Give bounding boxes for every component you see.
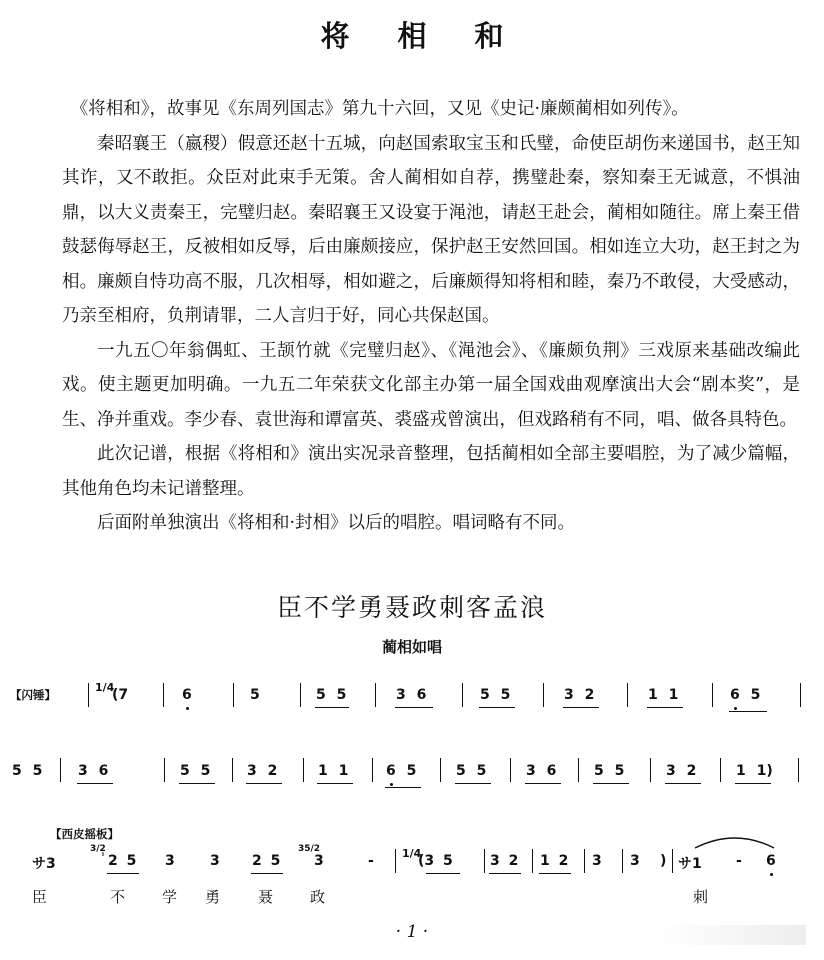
note: 3: [210, 853, 220, 869]
note: ): [660, 853, 667, 869]
note: 3 2: [490, 853, 519, 869]
watermark: [656, 925, 806, 945]
note: (3 5: [418, 853, 453, 869]
intro-paragraph: 秦昭襄王（嬴稷）假意还赵十五城，向赵国索取宝玉和氏璧，命使臣胡伤来递国书，赵王知其诈，又不敢拒。众臣对此束手无策。舍人蔺相如自荐，携璧赴秦，察知秦王无诚意，不惧油鼎，以大义责秦王，完璧归赵。秦昭襄王又设宴于渑池，请赵王赴会，蔺相如随往。席上秦王借鼓瑟侮辱赵王，反被相如反辱，后由廉颇接应，保护赵王安然回国。相如连立大功，赵王封之为相。廉颇自恃功高不服，几次相辱，相如避之，后廉颇得知将相和睦，秦乃不敢侵，大受感动，乃亲至相府，负荆请罪，二人言归于好，同心共保赵国。: [62, 133, 800, 326]
grace-note: 3/2: [90, 844, 106, 854]
lyric: 政: [310, 888, 326, 906]
lyric: 勇: [205, 888, 221, 906]
note: 5 5: [594, 763, 625, 779]
singer-label: 蔺相如唱: [381, 638, 442, 656]
note: 5 5: [456, 763, 487, 779]
note: 6: [766, 853, 776, 869]
intro-paragraph: 后面附单独演出《将相和·封相》以后的唱腔。唱词略有不同。: [97, 513, 576, 533]
note: 5 5: [12, 763, 43, 779]
time-signature: 1/4: [95, 681, 115, 694]
note: 1 1: [318, 763, 349, 779]
note: 5: [250, 687, 260, 703]
note: 2 5: [108, 853, 137, 869]
lyric: 学: [162, 888, 178, 906]
note: 6 5: [386, 763, 417, 779]
lyric: 臣: [32, 888, 48, 906]
lyric: 刺: [693, 888, 709, 906]
note: (7: [112, 687, 129, 703]
song-title: 臣不学勇聂政刺客孟浪: [276, 593, 547, 622]
note: 3: [630, 853, 640, 869]
note: 5 5: [180, 763, 211, 779]
page-title: 将相和: [320, 19, 552, 53]
note: 3 6: [78, 763, 109, 779]
note: 1 2: [540, 853, 569, 869]
tempo-tag: 【西皮摇板】: [50, 827, 119, 841]
note: 3 2: [666, 763, 697, 779]
slur: [695, 838, 774, 848]
note: 6 5: [730, 687, 761, 703]
note: サ3: [32, 856, 56, 872]
page-number: · 1 ·: [395, 922, 429, 942]
note: 6: [182, 687, 192, 703]
intro-paragraph: 《将相和》，故事见《东周列国志》第九十六回，又见《史记·廉颇蔺相如列传》。: [70, 99, 689, 119]
grace-note: 35/2: [298, 844, 321, 854]
note: 1 1): [736, 763, 773, 779]
time-signature: 1/4: [402, 847, 422, 860]
note: 1 1: [648, 687, 679, 703]
note: サ1: [678, 856, 702, 872]
note: 5 5: [480, 687, 511, 703]
tempo-tag: 【闪锤】: [10, 688, 56, 702]
note: 3 2: [247, 763, 278, 779]
dash: -: [368, 853, 374, 869]
note: 3: [314, 853, 324, 869]
note: 3: [165, 853, 175, 869]
intro-paragraph: 此次记谱，根据《将相和》演出实况录音整理，包括蔺相如全部主要唱腔，为了减少篇幅，其他角色均未记谱整理。: [62, 444, 800, 499]
note: 2 5: [252, 853, 281, 869]
note: 3: [592, 853, 602, 869]
dash: -: [736, 853, 742, 869]
note: 3 2: [564, 687, 595, 703]
note: 3 6: [396, 687, 427, 703]
note: 5 5: [316, 687, 347, 703]
note: 3 6: [526, 763, 557, 779]
intro-paragraph: 一九五〇年翁偶虹、王颉竹就《完璧归赵》、《渑池会》、《廉颇负荆》三戏原来基础改编此戏。使主题更加明确。一九五二年荣获文化部主办第一届全国戏曲观摩演出大会“剧本奖”，是生、净并重戏。李少春、袁世海和谭富英、裘盛戎曾演出，但戏路稍有不同，唱、做各具特色。: [62, 340, 800, 430]
lyric: 不: [110, 888, 126, 906]
lyric: 聂: [258, 888, 274, 906]
